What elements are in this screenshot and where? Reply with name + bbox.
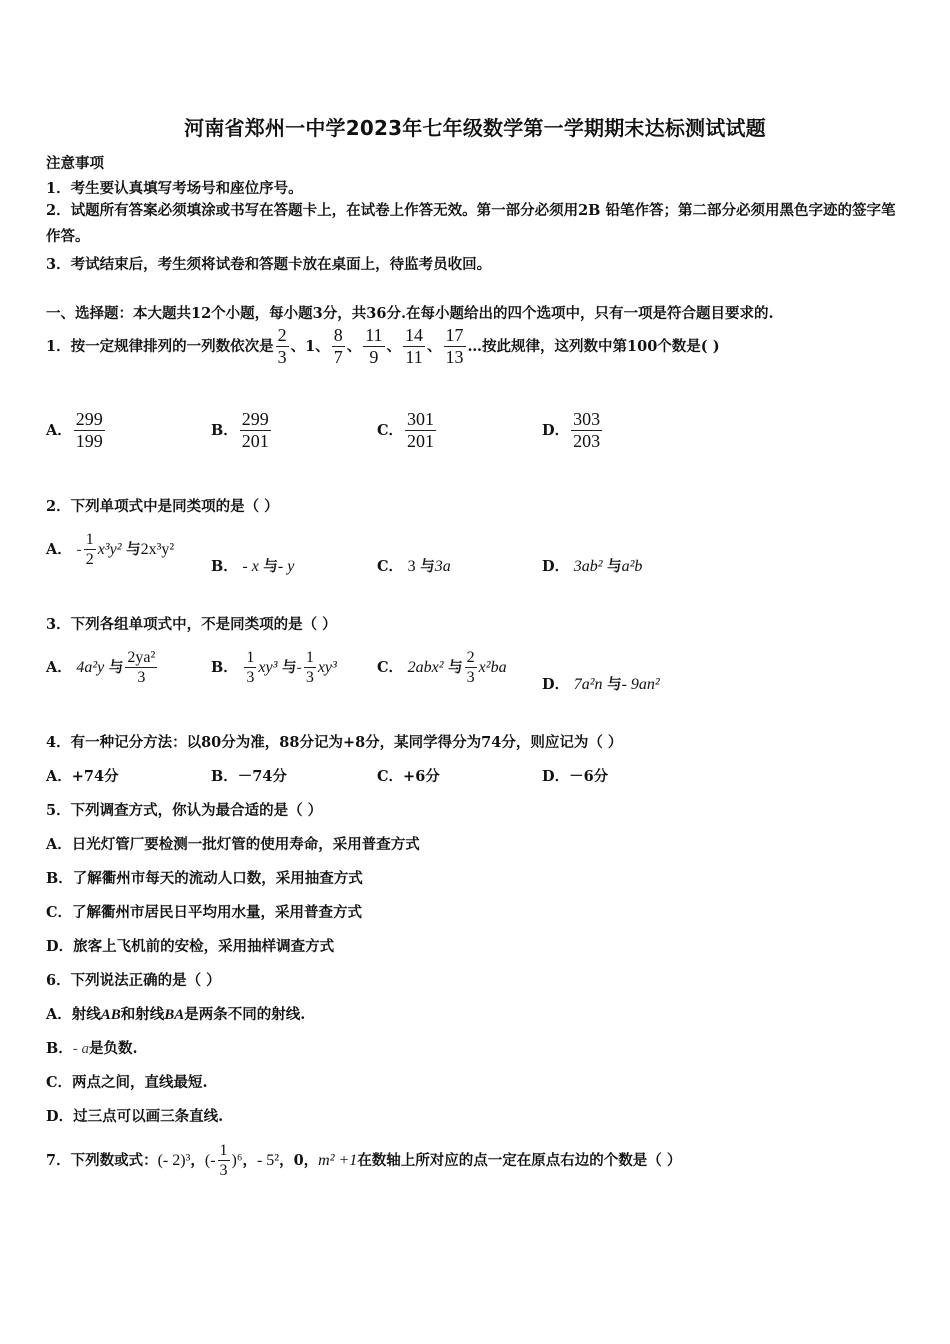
q7-expr-3: - 5²: [256, 1151, 280, 1169]
q4-option-b: B．－74分: [211, 768, 287, 785]
q5-option-c: C．了解衢州市居民日平均用水量，采用普查方式: [46, 904, 363, 921]
q3-option-a: A． 4a²y 与 $\frac{\text{2ya²}}{3}$: [46, 649, 156, 686]
question-2: 2．下列单项式中是同类项的是（ ）: [46, 498, 279, 515]
q3-option-b: B． $\frac{1}{3}$ xy³ 与- $\frac{1}{3}$ xy³: [211, 649, 337, 686]
q4-option-d: D．－6分: [542, 768, 609, 785]
notice-item-1: 1．考生要认真填写考场号和座位序号。: [46, 180, 303, 197]
q5-option-d: D．旅客上飞机前的安检，采用抽样调查方式: [46, 938, 335, 955]
q5-option-a: A．日光灯管厂要检测一批灯管的使用寿命，采用普查方式: [46, 836, 420, 853]
q7-expr-1: (- 2)³: [157, 1151, 191, 1169]
q7-expr-4: m² +1: [318, 1151, 358, 1169]
q1-prefix: 1．按一定规律排列的一列数依次是: [46, 338, 274, 356]
q1-option-b: B． $\frac{299}{201}$: [211, 409, 269, 451]
q1-seq-frac-4: $\frac{14}{11}$: [405, 325, 424, 367]
q1-seq-frac-3: $\frac{11}{9}$: [365, 325, 383, 367]
q1-suffix: …按此规律，这列数中第100个数是( ): [467, 338, 720, 356]
question-6: 6．下列说法正确的是（ ）: [46, 972, 221, 989]
q2-option-a: A． - $\frac{1}{2}$ x³y² 与2x³y²: [46, 531, 175, 568]
q3-option-c: C． 2abx² 与 $\frac{2}{3}$ x²ba: [377, 649, 507, 686]
q1-option-d: D． $\frac{303}{203}$: [542, 409, 601, 451]
q6-option-d: D．过三点可以画三条直线.: [46, 1108, 224, 1125]
question-5: 5．下列调查方式，你认为最合适的是（ ）: [46, 802, 323, 819]
q1-option-a: A． $\frac{299}{199}$: [46, 409, 103, 451]
q6-option-a: A．射线AB和射线BA是两条不同的射线.: [46, 1006, 306, 1023]
q1-option-c: C． $\frac{301}{201}$: [377, 409, 435, 451]
notice-heading: 注意事项: [46, 155, 104, 172]
q4-option-a: A．+74分: [46, 768, 119, 785]
q7-frac: $\frac{1}{3}$: [219, 1142, 228, 1179]
q1-seq-frac-1: $\frac{2}{3}$: [277, 325, 287, 367]
q2-option-d: D． 3ab² 与a²b: [542, 558, 643, 575]
q6-option-b: B．- a是负数.: [46, 1040, 138, 1057]
question-4: 4．有一种记分方法：以80分为准，88分记为+8分，某同学得分为74分，则应记为（ ）: [46, 734, 623, 751]
q2-option-b: B． - x 与- y: [211, 558, 295, 575]
question-7: 7．下列数或式：(- 2)³，(- $\frac{1}{3}$ )⁶，- 5²，0，m² +1在数轴上所对应的点一定在原点右边的个数是（ ）: [46, 1142, 682, 1179]
q3-option-d: D． 7a²n 与- 9an²: [542, 676, 660, 693]
q2-option-c: C． 3 与3a: [377, 558, 451, 575]
q1-seq-frac-2: $\frac{8}{7}$: [333, 325, 343, 367]
q4-option-c: C．+6分: [377, 768, 440, 785]
question-1: 1．按一定规律排列的一列数依次是 $\frac{2}{3}$ 、1、 $\frac{8}{7}$ 、 $\frac{11}{9}$ 、 $\frac{14}{11}$ 、 $\frac{17}{13}$ …按此规律，这列数中第100个数是( ): [46, 325, 720, 367]
notice-item-3: 3．考试结束后，考生须将试卷和答题卡放在桌面上，待监考员收回。: [46, 256, 492, 273]
question-3: 3．下列各组单项式中，不是同类项的是（ ）: [46, 616, 337, 633]
q5-option-b: B．了解衢州市每天的流动人口数，采用抽查方式: [46, 870, 363, 887]
notice-item-2: 2．试题所有答案必须填涂或书写在答题卡上，在试卷上作答无效。第一部分必须用2B 铅笔作答；第二部分必须用黑色字迹的签字笔作答。: [46, 202, 896, 245]
page-title: 河南省郑州一中学2023年七年级数学第一学期期末达标测试试题: [184, 116, 766, 140]
q1-seq-frac-5: $\frac{17}{13}$: [445, 325, 464, 367]
section-1-heading: 一、选择题：本大题共12个小题，每小题3分，共36分.在每小题给出的四个选项中，只有一项是符合题目要求的.: [46, 305, 774, 322]
q6-option-c: C．两点之间，直线最短.: [46, 1074, 208, 1091]
